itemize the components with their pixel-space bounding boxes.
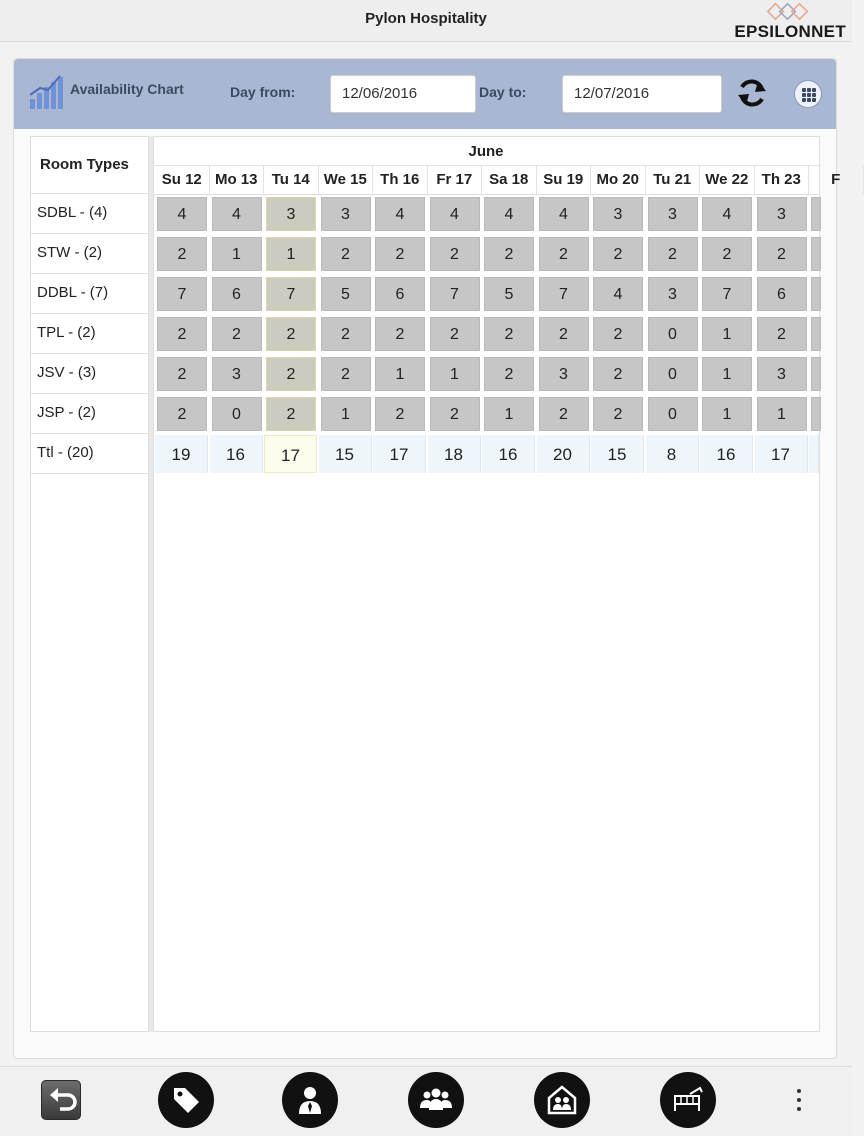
availability-cell[interactable]: 2 (266, 397, 316, 431)
guest-icon[interactable] (282, 1072, 338, 1128)
availability-cell[interactable]: 3 (648, 277, 698, 311)
day-header: Sa 18 (482, 166, 537, 194)
month-label: June (468, 143, 504, 160)
availability-cell[interactable]: 2 (484, 357, 534, 391)
availability-cell[interactable]: 4 (593, 277, 643, 311)
room-type-row[interactable]: SDBL - (4) (31, 194, 148, 234)
total-cell: 16 (482, 435, 535, 473)
availability-cell-partial[interactable] (811, 317, 821, 351)
availability-cell[interactable]: 7 (539, 277, 589, 311)
availability-cell[interactable]: 4 (212, 197, 262, 231)
day-header: Su 19 (537, 166, 592, 194)
availability-cell[interactable]: 4 (484, 197, 534, 231)
availability-cell-partial[interactable] (811, 397, 821, 431)
logo-rings-icon (764, 2, 812, 24)
availability-cell[interactable]: 2 (321, 357, 371, 391)
availability-cell[interactable]: 3 (757, 357, 807, 391)
day-header: Fr 17 (428, 166, 483, 194)
chart-header (14, 59, 836, 129)
refresh-icon[interactable] (734, 75, 770, 111)
availability-cell[interactable]: 1 (321, 397, 371, 431)
availability-cell[interactable]: 2 (593, 317, 643, 351)
day-header: Su 12 (155, 166, 210, 194)
day-header: We 15 (319, 166, 374, 194)
grid-menu-icon[interactable] (794, 80, 822, 108)
divider (154, 194, 819, 195)
availability-cell-partial[interactable] (811, 277, 821, 311)
availability-cell-partial[interactable] (811, 357, 821, 391)
total-cell: 19 (155, 435, 208, 473)
availability-panel (13, 58, 841, 1059)
availability-cell[interactable]: 2 (157, 357, 207, 391)
day-header: F (809, 166, 864, 194)
availability-cell-partial[interactable] (811, 197, 821, 231)
availability-cell[interactable]: 2 (321, 317, 371, 351)
room-type-row[interactable]: JSP - (2) (31, 394, 148, 434)
day-header: Mo 20 (591, 166, 646, 194)
availability-cell[interactable]: 2 (157, 397, 207, 431)
availability-cell[interactable]: 1 (702, 357, 752, 391)
tag-icon[interactable] (158, 1072, 214, 1128)
availability-cell[interactable]: 1 (702, 397, 752, 431)
room-types-header: Room Types (31, 137, 148, 194)
availability-cell[interactable]: 4 (430, 197, 480, 231)
availability-cell[interactable]: 3 (593, 197, 643, 231)
availability-cell[interactable]: 2 (484, 237, 534, 271)
top-bar (0, 0, 852, 42)
availability-cell[interactable]: 2 (430, 397, 480, 431)
back-icon[interactable] (41, 1080, 81, 1120)
total-cell: 16 (700, 435, 753, 473)
availability-cell[interactable]: 2 (212, 317, 262, 351)
total-cell: 17 (373, 435, 426, 473)
availability-cell[interactable]: 3 (648, 197, 698, 231)
total-cell: 15 (319, 435, 372, 473)
availability-cell[interactable]: 4 (375, 197, 425, 231)
availability-cell[interactable]: 7 (266, 277, 316, 311)
availability-cell[interactable]: 5 (484, 277, 534, 311)
availability-cell[interactable]: 1 (757, 397, 807, 431)
room-types-column (30, 136, 149, 1032)
availability-cell[interactable]: 2 (430, 237, 480, 271)
total-cell: 17 (755, 435, 808, 473)
room-type-row[interactable]: DDBL - (7) (31, 274, 148, 314)
availability-cell[interactable]: 1 (702, 317, 752, 351)
cot-icon[interactable] (660, 1072, 716, 1128)
availability-cell[interactable]: 0 (648, 397, 698, 431)
bar-chart-icon (28, 73, 64, 111)
room-type-row[interactable]: TPL - (2) (31, 314, 148, 354)
availability-cell[interactable]: 6 (212, 277, 262, 311)
availability-cell[interactable]: 2 (593, 237, 643, 271)
house-icon[interactable] (534, 1072, 590, 1128)
room-type-row[interactable]: JSV - (3) (31, 354, 148, 394)
availability-cell[interactable]: 2 (157, 237, 207, 271)
availability-cell[interactable]: 7 (702, 277, 752, 311)
day-to-input[interactable]: 12/07/2016 (562, 75, 722, 113)
availability-cell[interactable]: 2 (757, 317, 807, 351)
day-from-input[interactable]: 12/06/2016 (330, 75, 476, 113)
availability-cell[interactable]: 3 (757, 197, 807, 231)
availability-cell[interactable]: 3 (539, 357, 589, 391)
day-header: We 22 (700, 166, 755, 194)
availability-cell[interactable]: 6 (757, 277, 807, 311)
availability-cell[interactable]: 2 (321, 237, 371, 271)
app-title: Pylon Hospitality (365, 10, 487, 27)
total-cell-partial (809, 435, 819, 473)
chart-title: Availability Chart (70, 81, 184, 97)
total-cell: 15 (591, 435, 644, 473)
day-header: Tu 21 (646, 166, 701, 194)
availability-cell[interactable]: 2 (593, 397, 643, 431)
availability-cell[interactable]: 7 (430, 277, 480, 311)
availability-cell[interactable]: 4 (157, 197, 207, 231)
availability-cell[interactable]: 2 (375, 237, 425, 271)
availability-cell[interactable]: 7 (157, 277, 207, 311)
availability-cell[interactable]: 2 (539, 317, 589, 351)
total-cell: 18 (428, 435, 481, 473)
availability-cell[interactable]: 0 (648, 357, 698, 391)
availability-cell-partial[interactable] (811, 237, 821, 271)
room-type-row[interactable]: STW - (2) (31, 234, 148, 274)
availability-cell[interactable]: 2 (266, 317, 316, 351)
bottom-nav (0, 1066, 852, 1136)
availability-cell[interactable]: 2 (702, 237, 752, 271)
availability-cell[interactable]: 2 (648, 237, 698, 271)
total-cell: 17 (264, 435, 317, 473)
availability-grid[interactable] (153, 136, 841, 1032)
availability-cell[interactable]: 3 (266, 197, 316, 231)
more-icon[interactable] (792, 1087, 806, 1113)
total-cell: 16 (210, 435, 263, 473)
availability-cell[interactable]: 2 (157, 317, 207, 351)
availability-cell[interactable]: 2 (593, 357, 643, 391)
availability-cell[interactable]: 6 (375, 277, 425, 311)
group-icon[interactable] (408, 1072, 464, 1128)
availability-cell[interactable]: 2 (539, 237, 589, 271)
total-row-label: Ttl - (20) (31, 434, 148, 474)
availability-cell[interactable]: 2 (430, 317, 480, 351)
availability-cell[interactable]: 1 (212, 237, 262, 271)
availability-cell[interactable]: 2 (539, 397, 589, 431)
availability-cell[interactable]: 2 (757, 237, 807, 271)
availability-cell[interactable]: 2 (266, 357, 316, 391)
availability-cell[interactable]: 1 (266, 237, 316, 271)
day-header: Mo 13 (210, 166, 265, 194)
logo-text: EPSILONNET (734, 22, 846, 41)
availability-cell[interactable]: 2 (484, 317, 534, 351)
day-header: Th 16 (373, 166, 428, 194)
total-cell: 8 (646, 435, 699, 473)
availability-cell[interactable]: 1 (430, 357, 480, 391)
availability-cell[interactable]: 4 (539, 197, 589, 231)
day-from-label: Day from: (230, 84, 296, 100)
total-cell: 20 (537, 435, 590, 473)
availability-cell[interactable]: 1 (375, 357, 425, 391)
availability-cell[interactable]: 5 (321, 277, 371, 311)
day-header: Tu 14 (264, 166, 319, 194)
epsilonnet-logo (730, 0, 846, 42)
availability-cell[interactable]: 2 (375, 317, 425, 351)
availability-cell[interactable]: 0 (648, 317, 698, 351)
availability-cell[interactable]: 3 (212, 357, 262, 391)
availability-cell[interactable]: 2 (375, 397, 425, 431)
availability-cell[interactable]: 4 (702, 197, 752, 231)
day-header: Th 23 (755, 166, 810, 194)
availability-cell[interactable]: 0 (212, 397, 262, 431)
availability-cell[interactable]: 3 (321, 197, 371, 231)
day-to-label: Day to: (479, 84, 527, 100)
availability-cell[interactable]: 1 (484, 397, 534, 431)
